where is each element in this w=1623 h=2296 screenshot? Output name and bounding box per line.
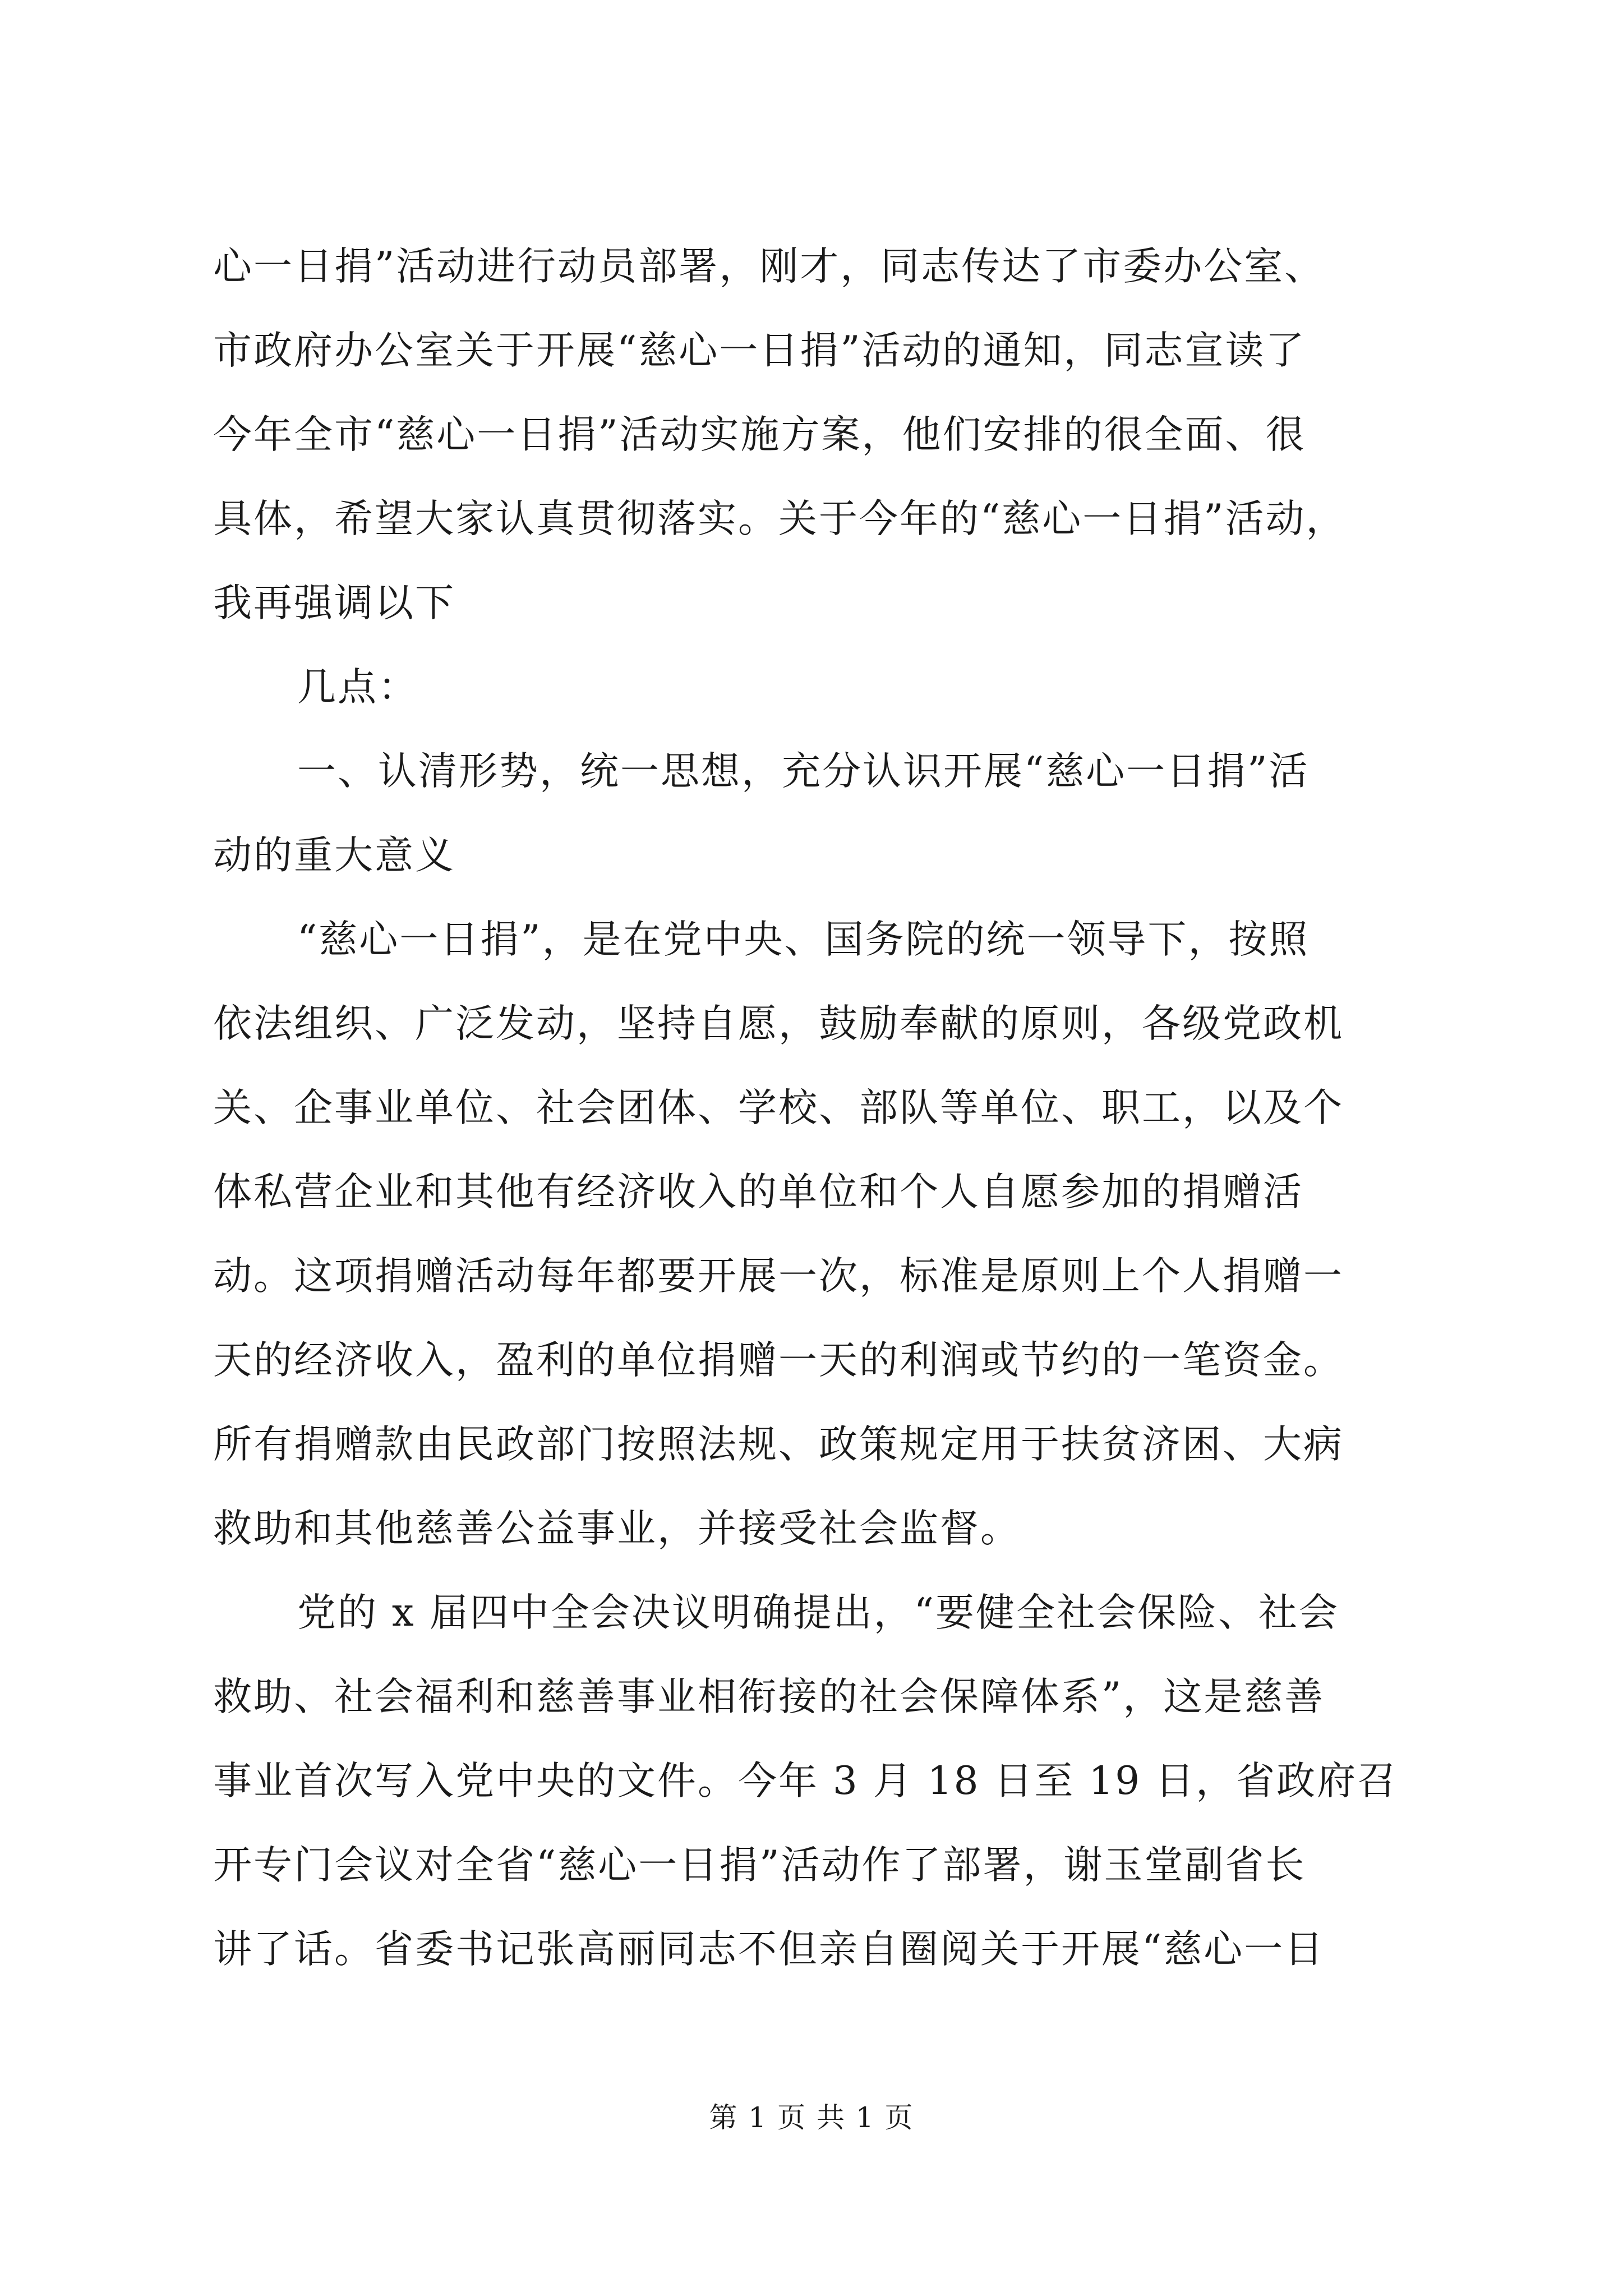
text-line: 讲了话。省委书记张高丽同志不但亲自圈阅关于开展“慈心一日 <box>213 1927 1325 1972</box>
text-line: “慈心一日捐”，是在党中央、国务院的统一领导下，按照 <box>297 917 1310 962</box>
text-line: 事业首次写入党中央的文件。今年 3 月 18 日至 19 日，省政府召 <box>213 1759 1398 1803</box>
text-line: 所有捐赠款由民政部门按照法规、政策规定用于扶贫济困、大病 <box>213 1422 1344 1467</box>
text-line: 救助、社会福利和慈善事业相衔接的社会保障体系”，这是慈善 <box>213 1674 1325 1719</box>
text-line: 动。这项捐赠活动每年都要开展一次，标准是原则上个人捐赠一 <box>213 1254 1344 1299</box>
text-line: 具体，希望大家认真贯彻落实。关于今年的“慈心一日捐”活动， <box>213 496 1347 541</box>
text-line: 几点： <box>297 665 418 710</box>
text-line: 动的重大意义 <box>213 833 455 878</box>
text-line: 天的经济收入，盈利的单位捐赠一天的利润或节约的一笔资金。 <box>213 1338 1344 1383</box>
text-line: 关、企事业单位、社会团体、学校、部队等单位、职工，以及个 <box>213 1085 1344 1130</box>
text-line: 体私营企业和其他有经济收入的单位和个人自愿参加的捐赠活 <box>213 1170 1303 1214</box>
text-line: 一、认清形势，统一思想，充分认识开展“慈心一日捐”活 <box>297 749 1310 794</box>
text-line: 开专门会议对全省“慈心一日捐”活动作了部署，谢玉堂副省长 <box>213 1843 1306 1888</box>
text-line: 依法组织、广泛发动，坚持自愿，鼓励奉献的原则，各级党政机 <box>213 1001 1344 1046</box>
document-body <box>213 224 1419 1991</box>
text-line: 心一日捐”活动进行动员部署，刚才，同志传达了市委办公室、 <box>213 244 1325 289</box>
page-footer: 第 1 页 共 1 页 <box>709 2101 914 2134</box>
text-line: 救助和其他慈善公益事业，并接受社会监督。 <box>213 1506 1021 1551</box>
text-line: 我再强调以下 <box>213 581 455 625</box>
text-line: 今年全市“慈心一日捐”活动实施方案，他们安排的很全面、很 <box>213 412 1306 457</box>
text-line: 党的 x 届四中全会决议明确提出，“要健全社会保险、社会 <box>297 1590 1340 1635</box>
text-line: 市政府办公室关于开展“慈心一日捐”活动的通知，同志宣读了 <box>213 328 1306 373</box>
